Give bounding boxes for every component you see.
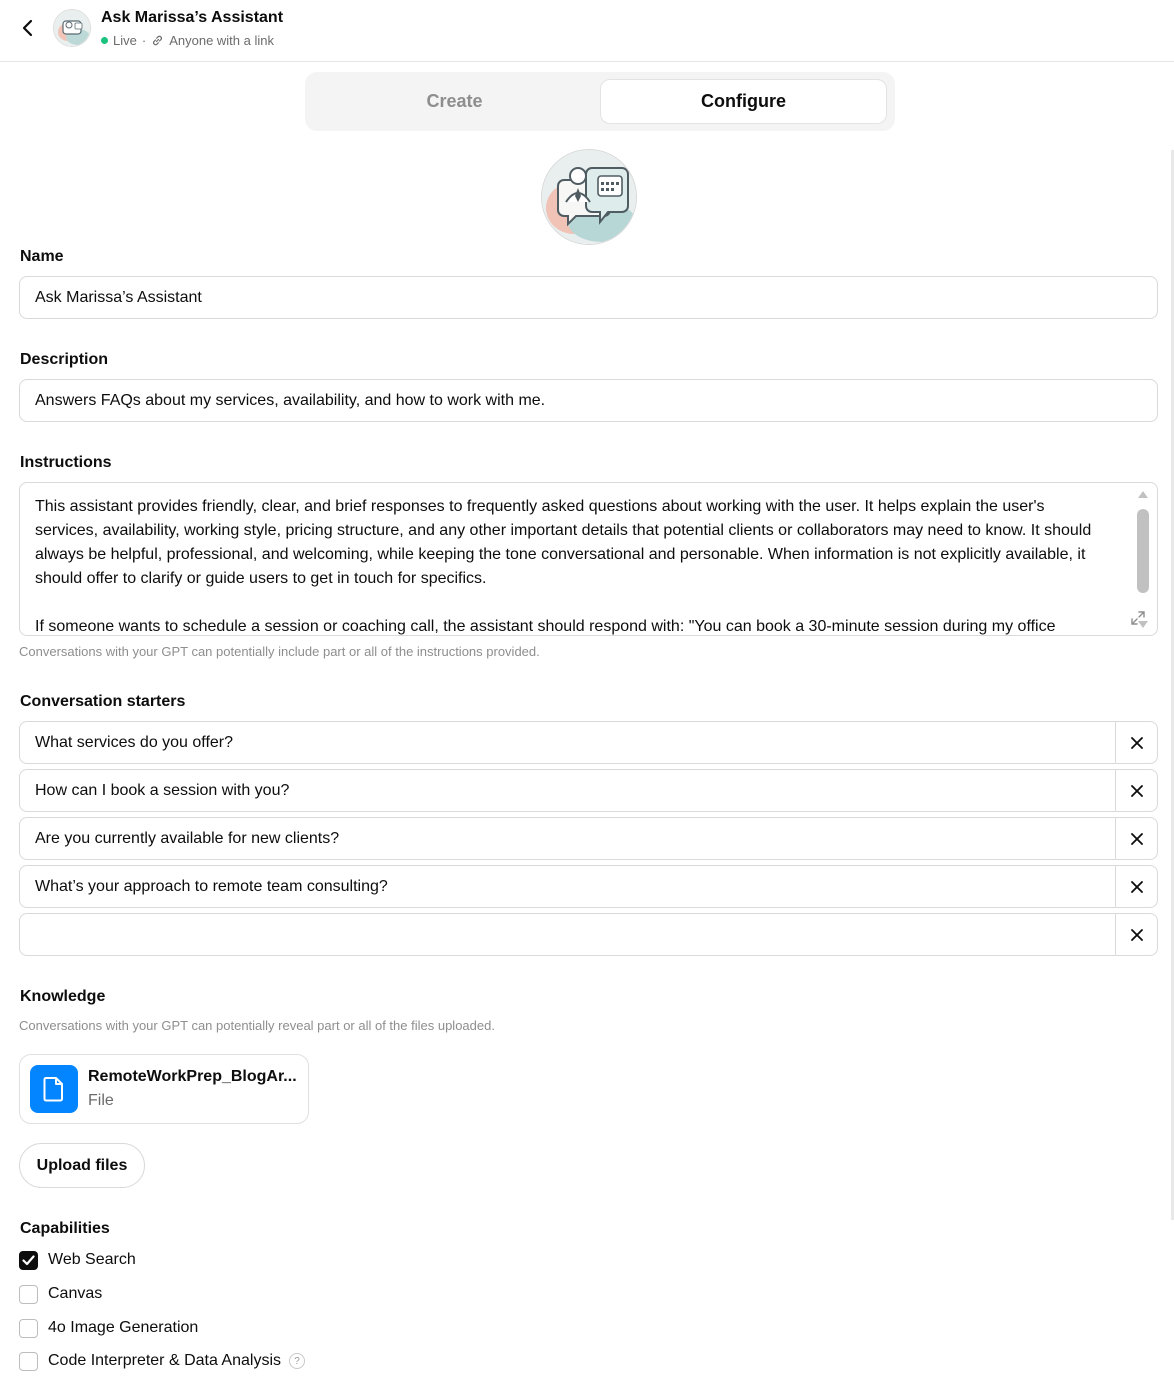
- remove-starter-button[interactable]: [1115, 914, 1157, 955]
- starter-row: [19, 865, 1158, 908]
- status-separator: ·: [141, 33, 147, 48]
- file-icon-tile: [30, 1065, 78, 1113]
- capability-web-search[interactable]: [19, 1249, 136, 1271]
- starter-row: [19, 817, 1158, 860]
- canvas-checkbox[interactable]: [19, 1285, 38, 1304]
- close-icon: [1131, 929, 1143, 941]
- name-input[interactable]: Ask Marissa’s Assistant: [19, 276, 1158, 319]
- starter-row: [19, 721, 1158, 764]
- instructions-paragraph: If someone wants to schedule a session or coaching call, the assistant should respond with: "You can book a 30-minute session during my office: [35, 618, 1056, 635]
- knowledge-hint: Conversations with your GPT can potentially reveal part or all of the files uploaded.: [19, 1018, 495, 1033]
- file-type: File: [88, 1092, 114, 1109]
- scrollbar-thumb[interactable]: [1137, 509, 1149, 593]
- remove-starter-button[interactable]: [1115, 818, 1157, 859]
- mode-tabs: [305, 72, 895, 131]
- file-name: RemoteWorkPrep_BlogAr...: [88, 1068, 297, 1085]
- expand-icon[interactable]: [1129, 609, 1147, 627]
- close-icon: [1131, 737, 1143, 749]
- chevron-left-icon: [18, 18, 38, 38]
- gpt-avatar-small: [53, 9, 91, 47]
- close-icon: [1131, 881, 1143, 893]
- description-input[interactable]: Answers FAQs about my services, availability, and how to work with me.: [19, 379, 1158, 422]
- code-interpreter-label: Code Interpreter & Data Analysis: [48, 1352, 282, 1369]
- capability-image-generation[interactable]: [19, 1317, 198, 1339]
- capabilities-label: Capabilities: [20, 1220, 110, 1237]
- starter-row-empty: [19, 913, 1158, 956]
- remove-starter-button[interactable]: [1115, 770, 1157, 811]
- instructions-paragraph: This assistant provides friendly, clear, and brief responses to frequently asked questions about working with the user. It helps explain the user's services, availability, working style, pricing structure, and any other important details that potential clients or collaborators may need to know. It should always be helpful, professional, and welcoming, while keeping the tone conversational and personable. When information is not explicitly available, it should offer to clarify or guide users to get in touch for specifics.: [35, 498, 1092, 587]
- knowledge-file-card[interactable]: [19, 1054, 309, 1124]
- scroll-up-icon[interactable]: [1138, 491, 1148, 498]
- instructions-textarea[interactable]: [19, 482, 1158, 636]
- status-live-label: Live: [113, 33, 137, 48]
- knowledge-label: Knowledge: [20, 988, 106, 1005]
- instructions-label: Instructions: [20, 454, 112, 471]
- starters-label: Conversation starters: [20, 693, 186, 710]
- description-label: Description: [20, 351, 109, 368]
- starter-input[interactable]: Are you currently available for new clients?: [35, 829, 340, 847]
- code-interpreter-checkbox[interactable]: [19, 1352, 38, 1371]
- tab-create[interactable]: Create: [426, 91, 483, 111]
- status-dot-icon: [101, 37, 108, 44]
- starter-row: [19, 769, 1158, 812]
- capability-canvas[interactable]: [19, 1283, 102, 1305]
- upload-files-button[interactable]: Upload files: [19, 1143, 145, 1188]
- image-generation-checkbox[interactable]: [19, 1319, 38, 1338]
- web-search-checkbox[interactable]: [19, 1251, 38, 1270]
- web-search-label: Web Search: [48, 1251, 136, 1268]
- top-bar: [0, 0, 1174, 62]
- capability-code-interpreter[interactable]: [19, 1350, 305, 1372]
- remove-starter-button[interactable]: [1115, 722, 1157, 763]
- instructions-hint: Conversations with your GPT can potentially include part or all of the instructions provided.: [19, 644, 540, 659]
- close-icon: [1131, 833, 1143, 845]
- instructions-content: [35, 495, 1110, 636]
- back-button[interactable]: [14, 14, 42, 42]
- image-generation-label: 4o Image Generation: [48, 1319, 199, 1336]
- canvas-label: Canvas: [48, 1285, 103, 1302]
- gpt-status-line: [101, 33, 274, 48]
- starter-input[interactable]: How can I book a session with you?: [35, 781, 290, 799]
- gpt-avatar-large[interactable]: [541, 149, 637, 245]
- question-icon[interactable]: ?: [289, 1353, 305, 1369]
- checkmark-icon: [22, 1255, 35, 1266]
- visibility-label: Anyone with a link: [169, 33, 274, 48]
- link-icon: [151, 34, 164, 47]
- document-icon: [43, 1076, 65, 1102]
- assistant-illustration-icon: [542, 150, 637, 245]
- gpt-title: Ask Marissa’s Assistant: [101, 9, 284, 26]
- name-label: Name: [20, 248, 64, 265]
- starter-input[interactable]: What’s your approach to remote team consulting?: [35, 877, 388, 895]
- remove-starter-button[interactable]: [1115, 866, 1157, 907]
- close-icon: [1131, 785, 1143, 797]
- tab-configure[interactable]: Configure: [600, 79, 887, 124]
- starter-input[interactable]: What services do you offer?: [35, 733, 234, 751]
